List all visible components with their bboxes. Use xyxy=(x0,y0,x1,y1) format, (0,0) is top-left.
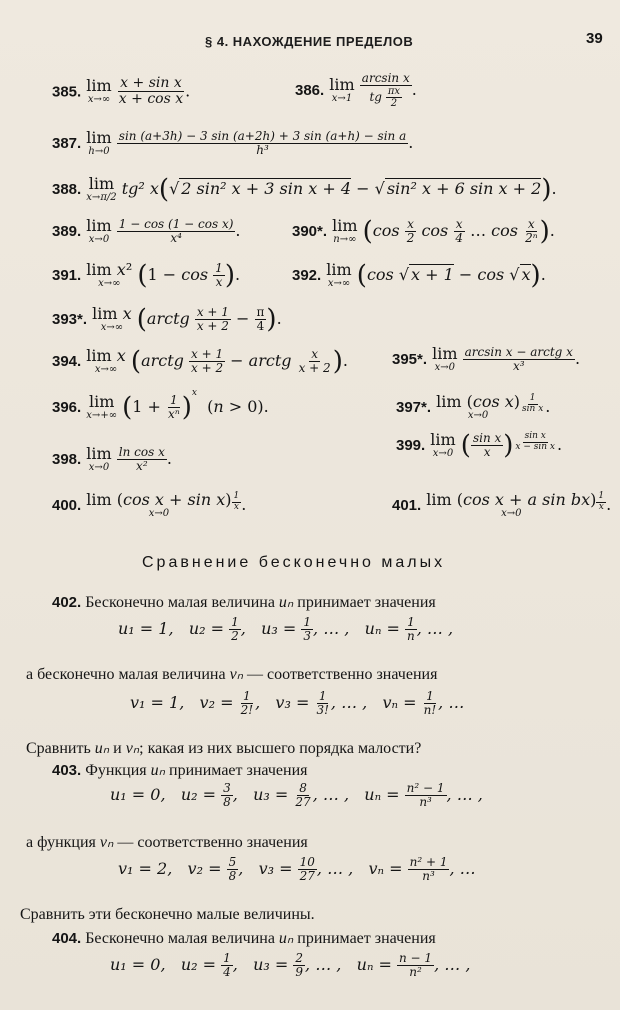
problem-385: 385. lim x→∞ $\frac{\text{x + sin x}}{\text{x + cos x}}$ . xyxy=(52,75,191,108)
problem-number: 385. xyxy=(52,83,82,101)
problem-number: 399. xyxy=(396,437,426,455)
problem-number: 388. xyxy=(52,181,82,198)
problem-number: 390*. xyxy=(292,223,328,241)
problem-387: 387. lim h→0 $\frac{\text{sin (a+3h) − 3 sin (a+2h) + 3 sin (a+h) − sin a}}{\text{h³}}$ . xyxy=(52,128,414,158)
problem-395: 395*. lim x→0 $\frac{\text{arcsin x − arctg x}}{\text{x³}}$ . xyxy=(392,344,581,374)
problem-number: 398. xyxy=(52,451,82,469)
page-number: 39 xyxy=(586,30,603,47)
problem-389: 389. lim x→0 $\frac{\text{1 − cos (1 − cos x)}}{\text{x⁴}}$ . xyxy=(52,216,241,246)
problem-394: 394. lim x x→∞ (arctg $\frac{x + 1}{x + 2}$ − arctg $\frac{x}{x + 2}$ ). xyxy=(52,346,348,377)
problem-401: 401. lim (cos x + a sin bx) x→0 $\frac{1}{x}$ . xyxy=(392,490,612,519)
problem-number: 396. xyxy=(52,399,82,417)
problem-403-statement: 403. Функция uₙ принимает значения xyxy=(52,762,308,779)
sequence-u-403: u₁ = 0, u₂ = $\frac{3}{8}$ , u₃ = $\frac{8}{27}$ , … , uₙ = $\frac{\text{n² − 1}}{\text{n³}}$ , … , xyxy=(110,781,483,810)
sequence-u-404: u₁ = 0, u₂ = $\frac{1}{4}$ , u₃ = $\frac{2}{9}$ , … , uₙ = $\frac{n - 1}{\text{n²}}$ , … , xyxy=(110,951,471,980)
problem-403-question: Сравнить эти бесконечно малые величины. xyxy=(20,906,315,923)
section-title: Сравнение бесконечно малых xyxy=(142,554,446,571)
problem-391: 391. lim x² x→∞ (1 − cos $\frac{1}{x}$ ). xyxy=(52,260,241,291)
problem-397: 397*. lim (cos x) x→0 $\frac{1}{\text{sin x}}$ . xyxy=(396,392,551,421)
sequence-v-403: v₁ = 2, v₂ = $\frac{5}{8}$ , v₃ = $\frac{10}{27}$ , … , vₙ = $\frac{\text{n² + 1}}{\text{n³}}$ , … xyxy=(118,855,476,884)
problem-393: 393*. lim x x→∞ (arctg $\frac{x + 1}{x + 2}$ − $\frac{\pi}{4}$ ). xyxy=(52,304,282,335)
problem-number: 392. xyxy=(292,267,322,284)
problem-number: 397*. xyxy=(396,399,432,416)
problem-400: 400. lim (cos x + sin x) x→0 $\frac{1}{x}$ . xyxy=(52,490,247,519)
problem-number: 386. xyxy=(295,82,325,100)
problem-392: 392. lim x→∞ (cos √ x + 1 − cos √ x). xyxy=(292,260,546,291)
sequence-u-402: u₁ = 1, u₂ = $\frac{1}{2}$ , u₃ = $\frac{1}{3}$ , … , uₙ = $\frac{1}{n}$ , … , xyxy=(118,615,454,644)
problem-402-question: Сравнить uₙ и vₙ; какая из них высшего порядка малости? xyxy=(26,740,422,757)
problem-398: 398. lim x→0 $\frac{\text{ln cos x}}{\text{x²}}$ . xyxy=(52,444,172,474)
running-header: § 4. НАХОЖДЕНИЕ ПРЕДЕЛОВ xyxy=(205,34,414,49)
problem-388: 388. lim x→π/2 tg² x(√ 2 sin² x + 3 sin x + 4 − √ sin² x + 6 sin x + 2). xyxy=(52,174,557,205)
problem-402-statement: 402. Бесконечно малая величина uₙ принимает значения xyxy=(52,594,436,611)
problem-399: 399. lim x→0 ( $\frac{\text{sin x}}{x}$ ) $\frac{\text{sin x}}{\text{x − sin x}}$ . xyxy=(396,430,563,461)
problem-number: 393*. xyxy=(52,311,88,329)
problem-number: 395*. xyxy=(392,351,428,369)
problem-number: 389. xyxy=(52,223,82,241)
problem-number: 400. xyxy=(52,497,82,514)
problem-number: 394. xyxy=(52,353,82,371)
problem-403-text2: а функция vₙ — соответственно значения xyxy=(26,834,308,851)
problem-402-text2: а бесконечно малая величина vₙ — соответственно значения xyxy=(26,666,438,683)
problem-404-statement: 404. Бесконечно малая величина uₙ принимает значения xyxy=(52,930,436,947)
problem-number: 391. xyxy=(52,267,82,285)
problem-396: 396. lim x→+∞ (1 + $\frac{1}{\text{xⁿ}}$ )$^x$ (n > 0). xyxy=(52,388,269,423)
sequence-v-402: v₁ = 1, v₂ = $\frac{1}{2!}$ , v₃ = $\frac{1}{3!}$ , … , vₙ = $\frac{1}{n!}$ , … xyxy=(130,689,465,718)
problem-number: 401. xyxy=(392,497,422,514)
problem-390: 390*. lim n→∞ (cos $\frac{x}{2}$ cos $\frac{x}{4}$ … cos $\frac{x}{\text{2ⁿ}}$ ). xyxy=(292,216,555,247)
problem-number: 387. xyxy=(52,135,82,153)
problem-386: 386. lim x→1 arcsin x tg $\frac{\pi x}{2}$ . xyxy=(295,71,417,110)
